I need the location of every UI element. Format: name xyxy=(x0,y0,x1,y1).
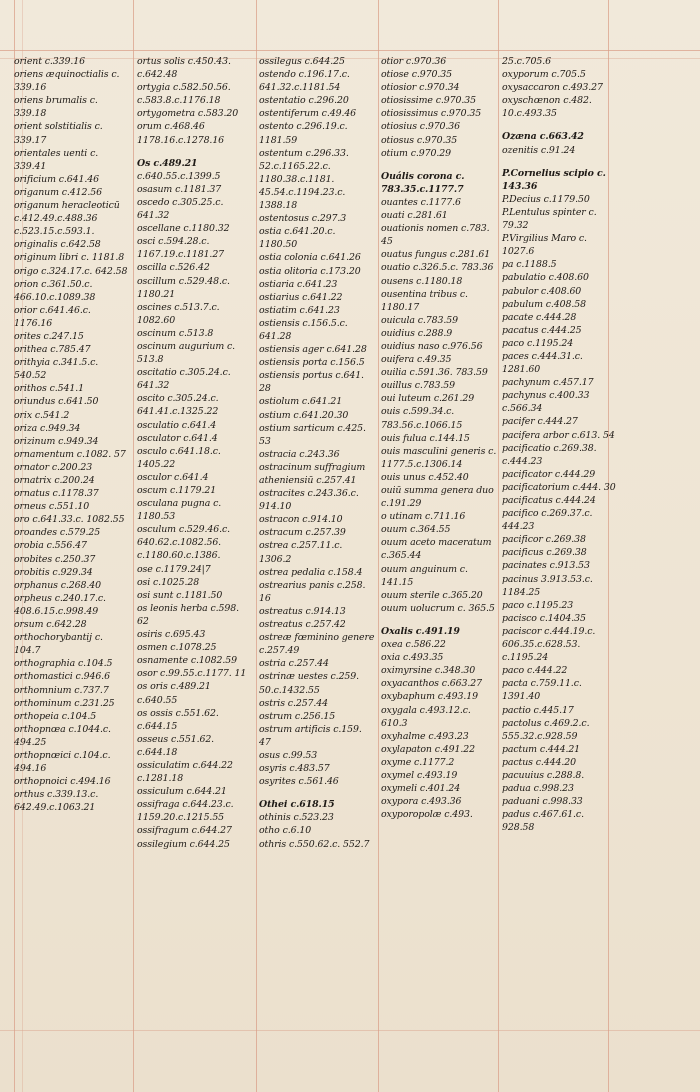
index-entry: ouatus fungus c.281.61 xyxy=(381,249,491,261)
index-entry: originalis c.642.58 xyxy=(14,239,101,251)
index-entry: oscillum c.529.48.c. 1180.21 xyxy=(137,275,230,300)
index-entry: osyris c.483.57 xyxy=(259,763,330,775)
index-entry: ostracon c.914.10 xyxy=(259,514,343,526)
index-entry: ostrinæ uestes c.259. 50.c.1432.55 xyxy=(259,671,360,696)
index-entry: ostiensis portus c.641. 28 xyxy=(259,370,364,395)
index-entry: ouum sterile c.365.20 xyxy=(381,589,483,601)
index-entry: oxyme c.1177.2 xyxy=(381,756,455,768)
index-entry: ousens c.1180.18 xyxy=(381,275,463,287)
index-entry: ouum aceto maceratum c.365.44 xyxy=(381,537,492,562)
index-entry: ozenitis c.91.24 xyxy=(502,144,576,156)
index-entry: orobitis c.929.34 xyxy=(14,566,93,578)
index-entry: os oris c.489.21 xyxy=(137,681,211,693)
index-entry: otiose c.970.35 xyxy=(381,69,452,81)
index-entry: oxylapaton c.491.22 xyxy=(381,743,475,755)
index-entry: oxyporopolæ c.493. xyxy=(381,809,473,821)
index-entry: pabulum c.408.58 xyxy=(502,298,586,310)
index-entry: ostendo c.196.17.c. 641.32.c.1181.54 xyxy=(259,69,350,94)
index-entry: orient c.339.16 xyxy=(14,56,85,67)
index-entry: orithos c.541.1 xyxy=(14,383,84,395)
index-entry: otiosius c.970.36 xyxy=(381,121,461,133)
index-entry: orites c.247.15 xyxy=(14,330,84,342)
index-entry: ose c.1179.24|7 xyxy=(137,563,211,575)
index-entry: os leonis herba c.598. 62 xyxy=(137,602,239,627)
index-entry: ostris c.257.44 xyxy=(259,697,329,709)
index-entry: osculum c.529.46.c. 640.62.c.1082.56. c.1180.60.c.1386. xyxy=(137,524,230,562)
index-entry: oxysaccaron c.493.27 xyxy=(502,82,603,94)
index-entry: ornatrix c.200.24 xyxy=(14,475,95,486)
index-entry: orthopnœici c.104.c. 494.16 xyxy=(14,749,111,775)
index-entry: paco c.1195.23 xyxy=(502,599,574,611)
index-entry: origanum heracleoticū c.412.49.c.488.36 xyxy=(14,200,120,225)
index-entry: osiris c.695.43 xyxy=(137,629,206,641)
index-entry: pacuuius c.288.8. xyxy=(502,769,585,781)
index-entry: osi c.1025.28 xyxy=(137,576,200,588)
index-entry: ostrum c.256.15 xyxy=(259,710,336,722)
index-entry: oscinum augurium c. 513.8 xyxy=(137,340,236,366)
index-entry: paco c.444.22 xyxy=(502,665,568,677)
index-entry: ostracia c.243.36 xyxy=(259,448,340,460)
index-entry: orphanus c.268.40 xyxy=(14,579,101,591)
index-entry: orpheus c.240.17.c. 408.6.15.c.998.49 xyxy=(14,592,106,617)
index-entry: otiosus c.970.35 xyxy=(381,134,458,146)
index-entry: oriza c.949.34 xyxy=(14,422,81,434)
index-entry: ouum anguinum c. 141.15 xyxy=(381,563,468,588)
rule-line xyxy=(0,50,700,51)
index-entry: oscito c.305.24.c. 641.41.c.1325.22 xyxy=(137,393,219,418)
index-entry: 25.c.705.6 xyxy=(502,56,551,67)
index-entry: orobites c.250.37 xyxy=(14,553,96,565)
index-entry: orion c.361.50.c. 466.10.c.1089.38 xyxy=(14,278,96,303)
index-entry: oriundus c.641.50 xyxy=(14,396,99,408)
index-entry: osor c.99.55.c.1177. 11 xyxy=(137,668,247,680)
index-entry: ostia olitoria c.173.20 xyxy=(259,265,361,277)
index-entry: pacate c.444.28 xyxy=(502,311,577,323)
index-entry: ostentum c.296.33. 52.c.1165.22.c. 1180.38.c.1181. 45.54.c.1194.23.c. 1388.18 xyxy=(259,147,349,212)
index-entry: osci c.594.28.c. 1167.19.c.1181.27 xyxy=(137,236,225,261)
index-columns xyxy=(14,55,694,1055)
index-entry: pacinus 3.913.53.c. 1184.25 xyxy=(502,573,593,598)
index-entry: orientales uenti c. 339.41 xyxy=(14,147,99,172)
index-entry: pactio c.445.17 xyxy=(502,704,574,716)
index-entry: othinis c.523.23 xyxy=(259,812,334,824)
index-entry: oscedo c.305.25.c. 641.32 xyxy=(137,196,224,222)
index-entry: Ozæna c.663.42 xyxy=(502,131,584,143)
index-entry: ossiculatim c.644.22 xyxy=(137,759,233,771)
index-entry: ousentina tribus c. 1180.17 xyxy=(381,288,468,313)
index-entry: ouis unus c.452.40 xyxy=(381,471,469,483)
index-entry: ostracites c.243.36.c. 914.10 xyxy=(259,488,359,513)
index-entry: oscinum c.513.8 xyxy=(137,327,214,339)
index-column-3 xyxy=(259,55,375,851)
index-entry: orificium c.641.46 xyxy=(14,173,99,185)
index-entry: oxyporum c.705.5 xyxy=(502,69,586,81)
index-entry: osyrites c.561.46 xyxy=(259,776,339,788)
index-entry: ostento c.296.19.c. 1181.59 xyxy=(259,121,348,146)
index-entry: pabulor c.408.60 xyxy=(502,285,582,297)
index-entry: padua c.998.23 xyxy=(502,783,574,795)
index-entry: pachynum c.457.17 xyxy=(502,377,594,389)
index-entry: ostrea c.257.11.c. 1306.2 xyxy=(259,540,343,565)
index-entry: otho c.6.10 xyxy=(259,825,312,837)
index-entry: paciscor c.444.19.c. 606.35.c.628.53. c.1195.24 xyxy=(502,625,596,664)
index-entry: P.Cornelius scipio c. 143.36 xyxy=(502,167,606,192)
index-entry: ouis fulua c.144.15 xyxy=(381,432,470,444)
index-entry: pacificus c.269.38 xyxy=(502,547,587,559)
index-entry: oxyschœnon c.482. 10.c.493.35 xyxy=(502,95,592,120)
section-gap xyxy=(137,147,253,157)
index-entry: osculor c.641.4 xyxy=(137,471,209,483)
index-entry: ostrum artificis c.159. 47 xyxy=(259,723,362,748)
index-entry: ossiculum c.644.21 xyxy=(137,786,227,798)
index-entry: ostiensis porta c.156.5 xyxy=(259,357,365,369)
index-entry: oxymel c.493.19 xyxy=(381,769,458,781)
index-entry: orthographia c.104.5 xyxy=(14,658,113,670)
index-entry: ostentosus c.297.3 xyxy=(259,213,347,225)
index-entry: pactum c.444.21 xyxy=(502,743,581,755)
index-entry: pacifera arbor c.613. 54 xyxy=(502,429,615,441)
index-entry: orneus c.551.10 xyxy=(14,501,90,513)
index-entry: ostracum c.257.39 xyxy=(259,527,346,539)
index-entry: osasum c.1181.37 xyxy=(137,183,222,195)
index-entry: P.Decius c.1179.50 xyxy=(502,193,590,205)
index-entry: ostreatus c.914.13 xyxy=(259,605,346,617)
index-entry: P.Virgilius Maro c. 1027.6 xyxy=(502,233,587,258)
index-entry: ortygometra c.583.20 xyxy=(137,108,239,120)
index-entry: pacisco c.1404.35 xyxy=(502,612,586,624)
index-entry: oriens æquinoctialis c. 339.16 xyxy=(14,69,120,94)
index-entry: ouidius naso c.976.56 xyxy=(381,340,483,352)
index-entry: origo c.324.17.c. 642.58 xyxy=(14,265,128,277)
index-entry: ossilegus c.644.25 xyxy=(259,56,345,67)
index-entry: oscitatio c.305.24.c. 641.32 xyxy=(137,367,231,392)
index-entry: orthominum c.231.25 xyxy=(14,697,115,709)
index-entry: oro c.641.33.c. 1082.55 xyxy=(14,514,125,526)
index-entry: ossilegium c.644.25 xyxy=(137,838,230,850)
index-entry: oxypora c.493.36 xyxy=(381,796,462,808)
index-entry: otiosissime c.970.35 xyxy=(381,95,476,107)
index-entry: pachynus c.400.33 c.566.34 xyxy=(502,390,590,415)
index-entry: ostia c.641.20.c. 1180.50 xyxy=(259,226,336,251)
index-entry: oxybaphum c.493.19 xyxy=(381,691,478,703)
index-column-1 xyxy=(14,55,130,814)
index-entry: ostia colonia c.641.26 xyxy=(259,252,361,264)
index-column-2 xyxy=(137,55,253,851)
section-gap xyxy=(381,615,497,625)
index-entry: otiosior c.970.34 xyxy=(381,82,460,94)
index-entry: osculatio c.641.4 xyxy=(137,419,217,431)
index-entry: orsum c.642.28 xyxy=(14,619,87,631)
index-entry: ouis c.599.34.c. 783.56.c.1066.15 xyxy=(381,406,463,431)
index-column-4 xyxy=(381,55,497,821)
index-entry: ostracinum suffragium atheniensiū c.257.41 xyxy=(259,461,366,486)
index-entry: ouum uolucrum c. 365.5 xyxy=(381,602,495,614)
index-entry: ostiarius c.641.22 xyxy=(259,291,343,303)
index-entry: pacificatorium c.444. 30 xyxy=(502,481,616,493)
index-entry: pacta c.759.11.c. 1391.40 xyxy=(502,678,582,703)
index-entry: orthochorybantij c. 104.7 xyxy=(14,632,103,657)
index-entry: osculana pugna c. 1180.53 xyxy=(137,498,222,523)
index-entry: ortygia c.582.50.56. c.583.8.c.1176.18 xyxy=(137,82,231,107)
index-entry: ostentiferum c.49.46 xyxy=(259,108,357,120)
index-entry: ouidius c.288.9 xyxy=(381,327,453,339)
index-entry: ornamentum c.1082. 57 xyxy=(14,448,126,460)
index-entry: ossifragum c.644.27 xyxy=(137,825,232,837)
index-entry: Oxalis c.491.19 xyxy=(381,625,460,637)
index-entry: oscum c.1179.21 xyxy=(137,485,217,496)
index-entry: orix c.541.2 xyxy=(14,409,70,421)
index-entry: orobia c.556.47 xyxy=(14,540,87,552)
index-entry: ostium sarticum c.425. 53 xyxy=(259,422,366,447)
index-entry: ouationis nomen c.783. 45 xyxy=(381,223,490,248)
index-entry: pa c.1188.5 xyxy=(502,259,557,271)
index-entry: ostentatio c.296.20 xyxy=(259,95,349,107)
index-entry: osmen c.1078.25 xyxy=(137,642,217,654)
index-entry: ostrea pedalia c.158.4 xyxy=(259,566,363,578)
index-entry: ouicula c.783.59 xyxy=(381,314,458,326)
index-entry: ouatio c.326.5.c. 783.36 xyxy=(381,262,494,274)
index-entry: os ossis c.551.62. c.644.15 xyxy=(137,707,219,732)
index-entry: oxea c.586.22 xyxy=(381,639,446,651)
index-entry: osi sunt c.1181.50 xyxy=(137,589,223,601)
index-entry: oroandes c.579.25 xyxy=(14,527,101,539)
section-gap xyxy=(502,120,618,130)
index-entry: ouati c.281.61 xyxy=(381,210,448,222)
index-entry: Othei c.618.15 xyxy=(259,799,335,811)
index-entry: orthomastici c.946.6 xyxy=(14,671,110,683)
index-entry: orthomnium c.737.7 xyxy=(14,684,109,696)
index-entry: ostiaria c.641.23 xyxy=(259,278,338,290)
index-entry: osculo c.641.18.c. 1405.22 xyxy=(137,445,221,470)
index-entry: ostiatim c.641.23 xyxy=(259,304,340,316)
index-entry: orthopeia c.104.5 xyxy=(14,710,97,722)
index-entry: osculator c.641.4 xyxy=(137,432,218,444)
index-entry: ouifera c.49.35 xyxy=(381,354,452,366)
index-entry: oscellane c.1180.32 xyxy=(137,223,230,235)
index-entry: otior c.970.36 xyxy=(381,56,447,67)
index-entry: pactolus c.469.2.c. 555.32.c.928.59 xyxy=(502,717,590,742)
index-entry: osnamente c.1082.59 xyxy=(137,655,237,667)
section-gap xyxy=(259,788,375,798)
index-entry: pacificator c.444.29 xyxy=(502,468,596,480)
index-entry: orthus c.339.13.c. 642.49.c.1063.21 xyxy=(14,789,99,814)
index-entry: othris c.550.62.c. 552.7 xyxy=(259,838,370,850)
index-entry: oui luteum c.261.29 xyxy=(381,393,475,405)
index-entry: orithyia c.341.5.c. 540.52 xyxy=(14,357,99,382)
index-entry: ostium c.641.20.30 xyxy=(259,409,349,421)
index-entry: c.640.55.c.1399.5 xyxy=(137,170,221,182)
index-entry: paduani c.998.33 xyxy=(502,796,583,808)
index-entry: ortus solis c.450.43. c.642.48 xyxy=(137,56,231,81)
index-entry: originum libri c. 1181.8 xyxy=(14,252,125,264)
index-entry: oriens brumalis c. 339.18 xyxy=(14,95,98,120)
index-entry: pacifico c.269.37.c. 444.23 xyxy=(502,508,593,533)
index-entry: c.640.55 xyxy=(137,694,178,706)
index-entry: ouillus c.783.59 xyxy=(381,380,455,392)
index-entry: oxygala c.493.12.c. 610.3 xyxy=(381,704,471,729)
index-entry: padus c.467.61.c. 928.58 xyxy=(502,809,584,834)
index-entry: ouis masculini generis c. 1177.5.c.1306.14 xyxy=(381,445,497,470)
index-entry: osseus c.551.62. c.644.18 xyxy=(137,733,215,758)
index-entry: ouum c.364.55 xyxy=(381,524,451,536)
index-entry: c.1281.18 xyxy=(137,773,184,785)
index-entry: o utinam c.711.16 xyxy=(381,511,466,523)
index-entry: paco c.1195.24 xyxy=(502,337,574,349)
index-entry: pacificatio c.269.38. c.444.23 xyxy=(502,442,597,467)
index-entry: pacatus c.444.25 xyxy=(502,324,582,336)
index-entry: ouiū summa genera duo c.191.29 xyxy=(381,485,494,510)
index-entry: oximyrsine c.348.30 xyxy=(381,665,476,677)
index-entry: ouantes c.1177.6 xyxy=(381,196,461,208)
index-column-5 xyxy=(502,55,618,834)
index-entry: paces c.444.31.c. 1281.60 xyxy=(502,350,583,376)
index-entry: origanum c.412.56 xyxy=(14,186,102,198)
index-entry: P.Lentulus spinter c. 79.32 xyxy=(502,206,597,232)
index-entry: pacificor c.269.38 xyxy=(502,534,586,546)
section-gap xyxy=(381,160,497,170)
index-entry: ornator c.200.23 xyxy=(14,461,93,473)
index-entry: oxyacanthos c.663.27 xyxy=(381,678,482,690)
index-entry: otium c.970.29 xyxy=(381,147,451,159)
index-entry: ostrearius panis c.258. 16 xyxy=(259,579,366,604)
index-entry: pactus c.444.20 xyxy=(502,756,576,768)
section-gap xyxy=(502,157,618,167)
index-entry: pacinates c.913.53 xyxy=(502,560,590,572)
index-entry: oscines c.513.7.c. 1082.60 xyxy=(137,301,220,326)
index-entry: oscilla c.526.42 xyxy=(137,262,210,274)
index-entry: ostreæ fœminino genere c.257.49 xyxy=(259,632,375,657)
index-entry: c.523.15.c.593.1. xyxy=(14,226,95,238)
index-entry: osus c.99.53 xyxy=(259,749,318,761)
index-entry: ouilia c.591.36. 783.59 xyxy=(381,367,488,379)
index-entry: orithea c.785.47 xyxy=(14,344,91,356)
index-entry: ossifraga c.644.23.c. 1159.20.c.1215.55 xyxy=(137,799,234,824)
index-entry: orum c.468.46 xyxy=(137,121,205,133)
index-entry: orthopnœa c.1044.c. 494.25 xyxy=(14,723,111,748)
index-entry: orizinum c.949.34 xyxy=(14,435,99,447)
index-entry: ostreatus c.257.42 xyxy=(259,619,346,631)
index-entry: ostiensis ager c.641.28 xyxy=(259,344,367,356)
index-entry: orient solstitialis c. 339.17 xyxy=(14,121,103,146)
index-entry: orior c.641.46.c. 1176.16 xyxy=(14,304,91,329)
index-entry: ostria c.257.44 xyxy=(259,658,329,670)
index-entry: oxia c.493.35 xyxy=(381,652,444,664)
index-entry: pacifer c.444.27 xyxy=(502,416,578,428)
index-entry: 1178.16.c.1278.16 xyxy=(137,134,225,146)
index-entry: oxymeli c.401.24 xyxy=(381,783,461,795)
index-entry: oxyhalme c.493.23 xyxy=(381,730,469,742)
index-entry: otiosissimus c.970.35 xyxy=(381,108,482,120)
index-entry: ostiolum c.641.21 xyxy=(259,396,343,408)
index-entry: ostiensis c.156.5.c. 641.28 xyxy=(259,317,348,342)
index-entry: pabulatio c.408.60 xyxy=(502,272,589,284)
index-entry: ornatus c.1178.37 xyxy=(14,488,99,500)
index-entry: Ouális corona c. 783.35.c.1177.7 xyxy=(381,170,465,195)
index-entry: Os c.489.21 xyxy=(137,157,198,169)
index-entry: pacificatus c.444.24 xyxy=(502,495,596,506)
index-entry: orthopnoici c.494.16 xyxy=(14,776,111,788)
